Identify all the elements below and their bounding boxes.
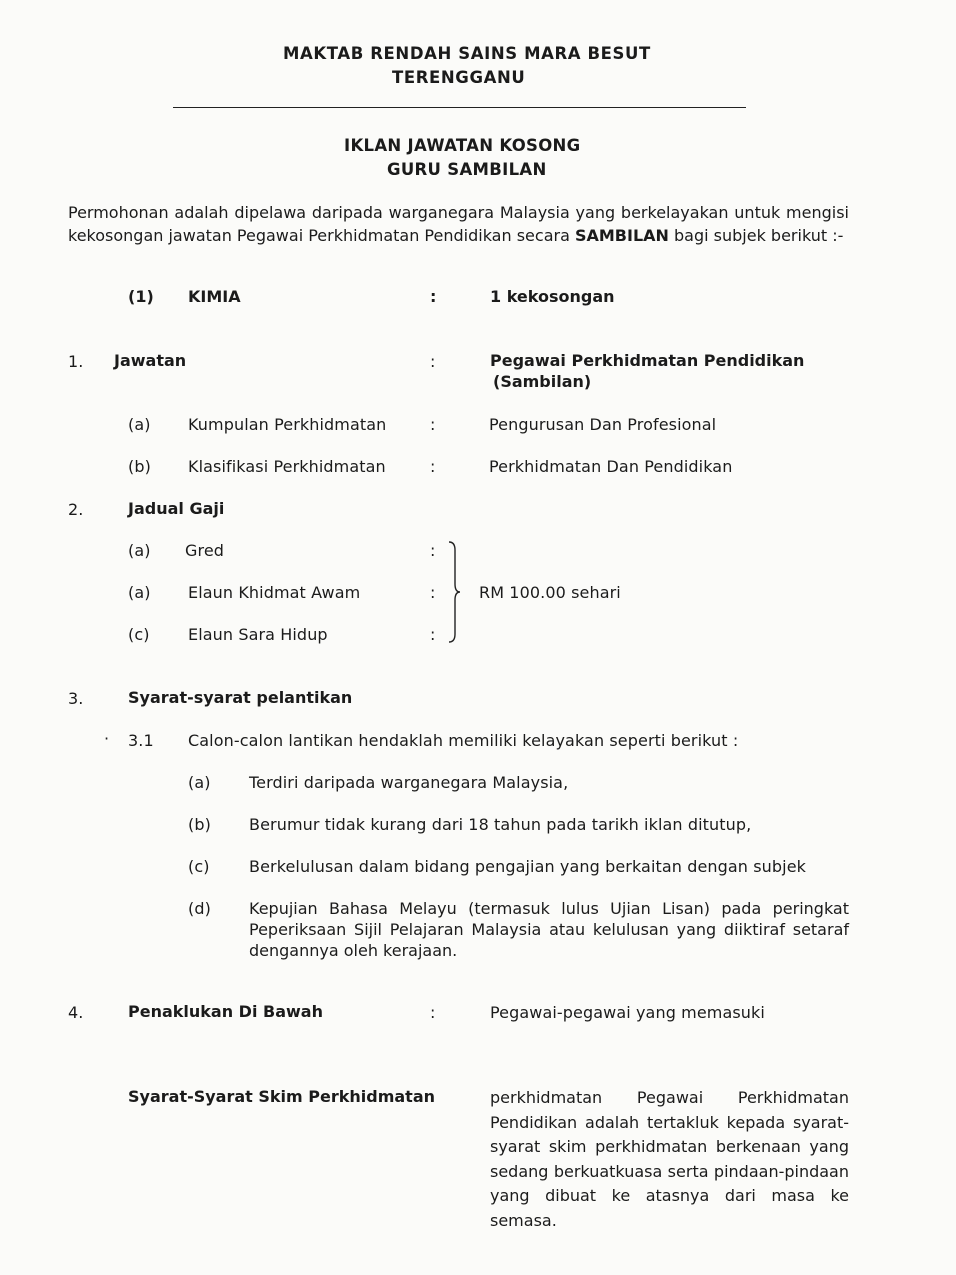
state-name: TERENGGANU bbox=[392, 68, 526, 87]
section2-item-label: Elaun Khidmat Awam bbox=[188, 583, 361, 602]
subject-colon: : bbox=[430, 287, 437, 306]
section1-item-letter: (a) bbox=[128, 415, 151, 434]
section1-item-label: Klasifikasi Perkhidmatan bbox=[188, 457, 386, 476]
section4-title-line1: Penaklukan Di Bawah bbox=[128, 1002, 323, 1021]
intro-text: Permohonan adalah dipelawa daripada warganegara Malaysia yang berkelayakan untuk mengisi kekosongan jawatan Pegawai Perkhidmatan Pendidikan secara bbox=[68, 203, 849, 245]
section2-item-letter: (a) bbox=[128, 541, 151, 560]
ad-title: IKLAN JAWATAN KOSONG bbox=[344, 136, 581, 155]
ad-subtitle: GURU SAMBILAN bbox=[387, 160, 547, 179]
section1-colon: : bbox=[430, 352, 436, 371]
section1-number: 1. bbox=[68, 352, 84, 371]
section2-item-label: Gred bbox=[185, 541, 225, 560]
intro-bold: SAMBILAN bbox=[574, 226, 669, 245]
section3-item-letter: (d) bbox=[188, 899, 211, 918]
section2-item-label: Elaun Sara Hidup bbox=[188, 625, 328, 644]
section3-item-text: Berumur tidak kurang dari 18 tahun pada tarikh iklan ditutup, bbox=[249, 815, 752, 834]
section4-number: 4. bbox=[68, 1003, 84, 1022]
intro-text-end: bagi subjek berikut :- bbox=[668, 226, 844, 245]
section3-item-text: Terdiri daripada warganegara Malaysia, bbox=[249, 773, 569, 792]
section3-title: Syarat-syarat pelantikan bbox=[128, 688, 353, 707]
section2-number: 2. bbox=[68, 500, 84, 519]
section3-number: 3. bbox=[68, 689, 84, 708]
section1-item-label: Kumpulan Perkhidmatan bbox=[188, 415, 387, 434]
section3-item-letter: (a) bbox=[188, 773, 211, 792]
section1-value-line2: (Sambilan) bbox=[493, 372, 592, 391]
section3-item-text: Berkelulusan dalam bidang pengajian yang berkaitan dengan subjek bbox=[249, 857, 807, 876]
section1-item-value: Pengurusan Dan Profesional bbox=[489, 415, 717, 434]
subject-vacancy: 1 kekosongan bbox=[490, 287, 615, 306]
section3-sub-marker: · bbox=[104, 729, 110, 748]
section3-sub-text: Calon-calon lantikan hendaklah memiliki kelayakan seperti berikut : bbox=[188, 731, 739, 750]
section2-combined-value: RM 100.00 sehari bbox=[479, 583, 621, 602]
section3-item-letter: (c) bbox=[188, 857, 210, 876]
right-brace-icon bbox=[446, 540, 462, 644]
section3-item-text: Kepujian Bahasa Melayu (termasuk lulus Ujian Lisan) pada peringkat Peperiksaan Sijil Pelajaran Malaysia atau kelulusan yang diiktiraf setaraf dengannya oleh kerajaan. bbox=[249, 899, 849, 960]
header-divider bbox=[173, 107, 746, 108]
section3-item-letter: (b) bbox=[188, 815, 211, 834]
section4-colon: : bbox=[430, 1003, 436, 1022]
school-name: MAKTAB RENDAH SAINS MARA BESUT bbox=[283, 44, 651, 63]
section2-title: Jadual Gaji bbox=[128, 499, 225, 518]
section3-sub-number: 3.1 bbox=[128, 731, 154, 750]
section2-item-colon: : bbox=[430, 625, 436, 644]
section1-item-colon: : bbox=[430, 415, 436, 434]
section2-item-colon: : bbox=[430, 583, 436, 602]
section2-item-letter: (a) bbox=[128, 583, 151, 602]
section2-item-letter: (c) bbox=[128, 625, 150, 644]
subject-number: (1) bbox=[128, 287, 154, 306]
section1-item-colon: : bbox=[430, 457, 436, 476]
section4-title-line2: Syarat-Syarat Skim Perkhidmatan bbox=[128, 1087, 436, 1106]
section2-item-colon: : bbox=[430, 541, 436, 560]
intro-paragraph bbox=[68, 201, 849, 247]
section1-item-letter: (b) bbox=[128, 457, 151, 476]
section1-title: Jawatan bbox=[114, 351, 187, 370]
subject-name: KIMIA bbox=[188, 287, 241, 306]
section1-value-line1: Pegawai Perkhidmatan Pendidikan bbox=[490, 351, 805, 370]
section4-value-rest: perkhidmatan Pegawai Perkhidmatan Pendidikan adalah tertakluk kepada syarat-syarat skim perkhidmatan berkenaan yang sedang berkuatkuasa serta pindaan-pindaan yang dibuat ke atasnya dari masa ke semasa. bbox=[490, 1088, 849, 1230]
section1-item-value: Perkhidmatan Dan Pendidikan bbox=[489, 457, 733, 476]
section4-value-first: Pegawai-pegawai yang memasuki bbox=[490, 1003, 765, 1022]
